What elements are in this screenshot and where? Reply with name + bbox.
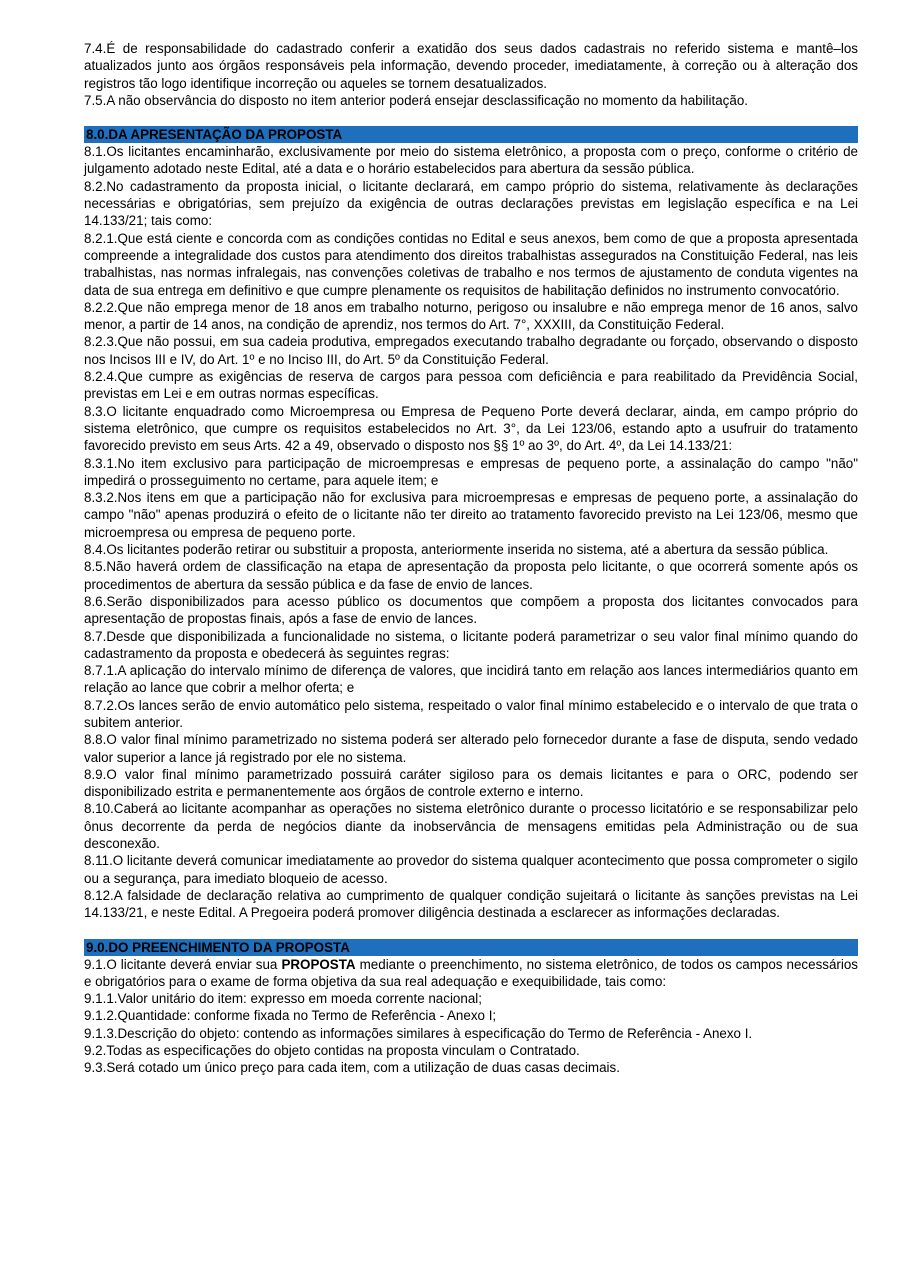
paragraph-8-10: 8.10.Caberá ao licitante acompanhar as operações no sistema eletrônico durante o processo licitatório e se responsabilizar pelo ônus decorrente da perda de negócios diante da inobservância de mensagens emitidas pela Administração ou de sua desconexão. [84,801,858,852]
paragraph-7-4: 7.4.É de responsabilidade do cadastrado conferir a exatidão dos seus dados cadastrais no referido sistema e mantê–los atualizados junto aos órgãos responsáveis pela informação, devendo proceder, imediatamente, à correção ou à alteração dos registros tão logo identifique incorreção ou aqueles se tornem desatualizados. [84,41,858,91]
paragraph-9-1-2: 9.1.2.Quantidade: conforme fixada no Termo de Referência - Anexo I; [84,1008,497,1024]
paragraph-8-3-1: 8.3.1.No item exclusivo para participação de microempresas e empresas de pequeno porte, a assinalação do campo "não" impedirá o prosseguimento no certame, para aquele item; e [84,455,858,488]
paragraph-8-12: 8.12.A falsidade de declaração relativa ao cumprimento de qualquer condição sujeitará o licitante às sanções previstas na Lei 14.133/21, e neste Edital. A Pregoeira poderá promover diligência destinada a esclarecer as informações declaradas. [84,887,858,921]
paragraph-8-2: 8.2.No cadastramento da proposta inicial, o licitante declarará, em campo próprio do sistema, relativamente às declarações necessárias e obrigatórias, sem prejuízo da exigência de outras declarações previstas em legislação específica e na Lei 14.133/21; tais como: [84,178,858,229]
paragraph-8-7-2: 8.7.2.Os lances serão de envio automático pelo sistema, respeitado o valor final mínimo estabelecido e o intervalo de que trata o subitem anterior. [84,697,858,730]
paragraph-8-3: 8.3.O licitante enquadrado como Microempresa ou Empresa de Pequeno Porte deverá declarar, ainda, em campo próprio do sistema eletrônico, que cumpre os requisitos estabelecidos no Art. 3°, da Lei 123/06, estando apto a usufruir do tratamento favorecido previsto em seus Arts. 42 a 49, observado o disposto nos §§ 1º ao 3º, do Art. 4º, da Lei 14.133/21: [84,403,858,454]
paragraph-9-2: 9.2.Todas as especificações do objeto contidas na proposta vinculam o Contratado. [84,1043,580,1059]
document-page [84,40,858,1077]
paragraph-8-11: 8.11.O licitante deverá comunicar imediatamente ao provedor do sistema qualquer acontecimento que possa comprometer o sigilo ou a segurança, para imediato bloqueio de acesso. [84,853,858,886]
paragraph-8-1: 8.1.Os licitantes encaminharão, exclusivamente por meio do sistema eletrônico, a proposta com o preço, conforme o critério de julgamento adotado neste Edital, até a data e o horário estabelecidos para abertura da sessão pública. [84,144,858,177]
paragraph-9-1-1: 9.1.1.Valor unitário do item: expresso em moeda corrente nacional; [84,991,482,1007]
paragraph-8-7: 8.7.Desde que disponibilizada a funcionalidade no sistema, o licitante poderá parametrizar o seu valor final mínimo quando do cadastramento da proposta e obedecerá às seguintes regras: [84,628,858,661]
section-9-heading: 9.0.DO PREENCHIMENTO DA PROPOSTA [84,939,858,956]
section-8-heading: 8.0.DA APRESENTAÇÃO DA PROPOSTA [84,126,858,143]
proposta-bold: PROPOSTA [281,956,356,972]
paragraph-8-8: 8.8.O valor final mínimo parametrizado no sistema poderá ser alterado pelo fornecedor durante a fase de disputa, sendo vedado valor superior a lance já registrado por ele no sistema. [84,732,858,765]
paragraph-8-3-2: 8.3.2.Nos itens em que a participação não for exclusiva para microempresas e empresas de pequeno porte, a assinalação do campo "não" apenas produzirá o efeito de o licitante não ter direito ao tratamento favorecido previsto na Lei 123/06, mesmo que microempresa ou empresa de pequeno porte. [84,490,858,540]
paragraph-9-1-text-a: 9.1.O licitante deverá enviar sua [84,956,282,972]
paragraph-8-6: 8.6.Serão disponibilizados para acesso público os documentos que compõem a proposta dos licitantes convocados para apresentação de propostas finais, após a fase de envio de lances. [84,593,858,627]
paragraph-8-5: 8.5.Não haverá ordem de classificação na etapa de apresentação da proposta pelo licitante, o que ocorrerá somente após os procedimentos de abertura da sessão pública e da fase de envio de lances. [84,559,858,592]
paragraph-9-1-3: 9.1.3.Descrição do objeto: contendo as informações similares à especificação do Termo de Referência - Anexo I. [84,1025,753,1041]
paragraph-8-7-1: 8.7.1.A aplicação do intervalo mínimo de diferença de valores, que incidirá tanto em relação aos lances intermediários quanto em relação ao lance que cobrir a melhor oferta; e [84,663,858,696]
paragraph-8-2-2: 8.2.2.Que não emprega menor de 18 anos em trabalho noturno, perigoso ou insalubre e não emprega menor de 16 anos, salvo menor, a partir de 14 anos, na condição de aprendiz, nos termos do Art. 7°, XXXIII, da Constituição Federal. [84,299,858,333]
paragraph-8-2-4: 8.2.4.Que cumpre as exigências de reserva de cargos para pessoa com deficiência e para reabilitado da Previdência Social, previstas em Lei e em outras normas específicas. [84,369,858,402]
paragraph-9-3: 9.3.Será cotado um único preço para cada item, com a utilização de duas casas decimais. [84,1060,620,1076]
paragraph-8-2-1: 8.2.1.Que está ciente e concorda com as condições contidas no Edital e seus anexos, bem como de que a proposta apresentada compreende a integralidade dos custos para atendimento dos direitos trabalhistas assegurados na Constituição Federal, nas leis trabalhistas, nas normas infralegais, nas convenções coletivas de trabalho e nos termos de ajustamento de conduta vigentes na data de sua entrega em definitivo e que cumpre plenamente os requisitos de habilitação definidos no instrumento convocatório. [84,230,858,298]
paragraph-8-4: 8.4.Os licitantes poderão retirar ou substituir a proposta, anteriormente inserida no sistema, até a abertura da sessão pública. [84,542,829,558]
paragraph-8-2-3: 8.2.3.Que não possui, em sua cadeia produtiva, empregados executando trabalho degradante ou forçado, observando o disposto nos Incisos III e IV, do Art. 1º e no Inciso III, do Art. 5º da Constituição Federal. [84,334,858,367]
paragraph-8-9: 8.9.O valor final mínimo parametrizado possuirá caráter sigiloso para os demais licitantes e para o ORC, podendo ser disponibilizado estrita e permanentemente aos órgãos de controle externo e interno. [84,766,858,800]
paragraph-9-1 [84,956,858,991]
paragraph-7-5: 7.5.A não observância do disposto no item anterior poderá ensejar desclassificação no momento da habilitação. [84,92,748,108]
paragraph-9-1-text-b: mediante o preenchimento, no sistema eletrônico, de todos os campos necessários e obrigatórios para o exame de forma objetiva da sua real adequação e exequibilidade, tais como: [84,956,858,989]
